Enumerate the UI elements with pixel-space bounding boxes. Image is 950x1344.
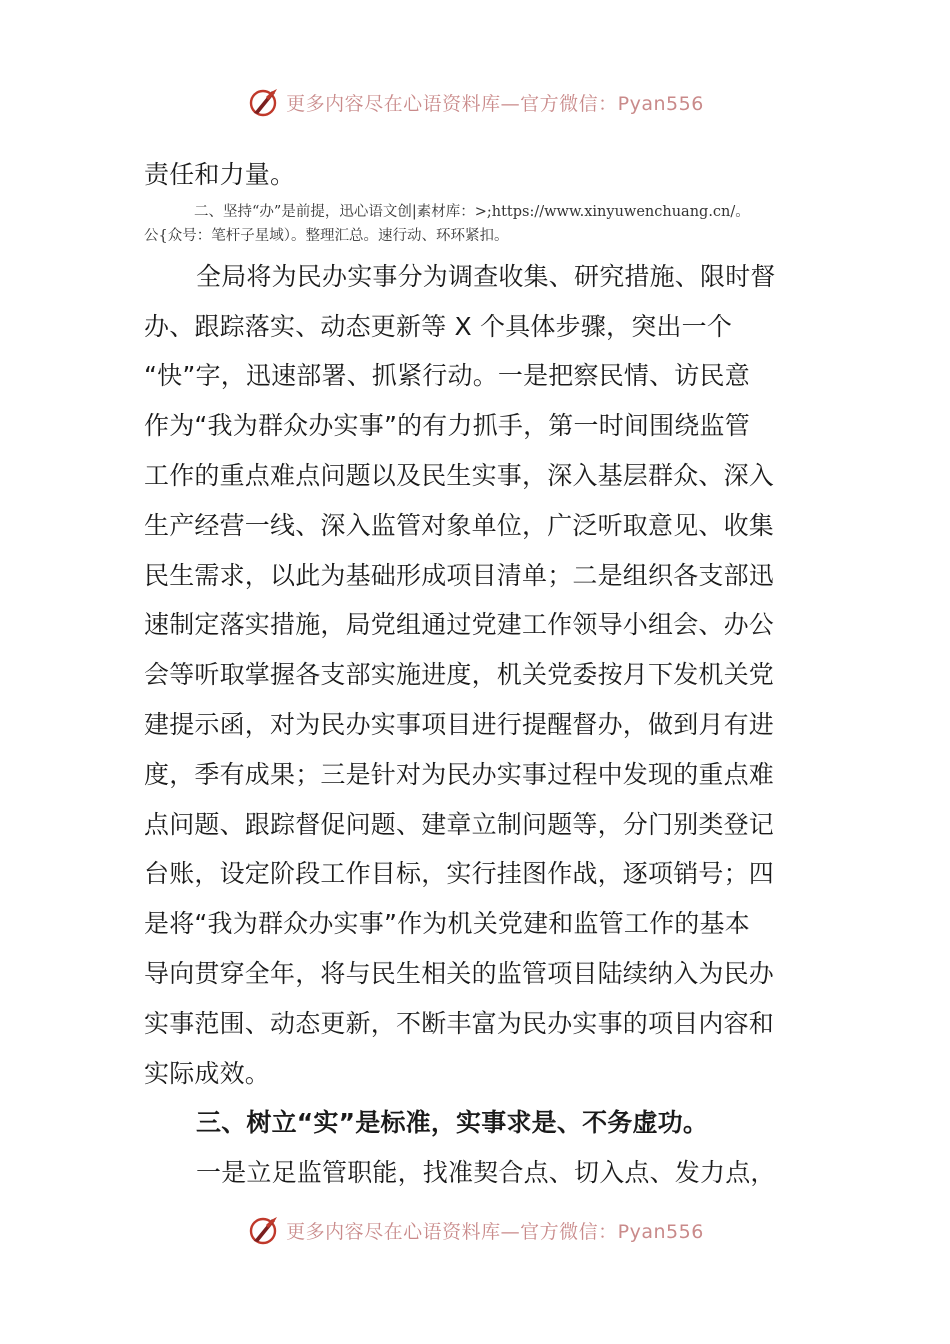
paragraph-line: 导向贯穿全年，将与民生相关的监管项目陆续纳入为民办 [144,958,775,988]
section-2-heading-line-2: 公{众号：笔杆子星域）。整理汇总。速行动、环环紧扣。 [144,227,509,244]
paragraph-line: 点问题、跟踪督促问题、建章立制问题等，分门别类登记 [144,809,775,839]
quill-logo-icon [246,85,280,119]
carry-over-line: 责任和力量。 [144,160,296,189]
paragraph-line: 工作的重点难点问题以及民生实事，深入基层群众、深入 [144,460,775,490]
section-3-heading: 三、树立“实”是标准，实事求是、不务虚功。 [196,1108,709,1138]
paragraph-line: 实事范围、动态更新，不断丰富为民办实事的项目内容和 [144,1008,775,1038]
paragraph-line: 度，季有成果；三是针对为民办实事过程中发现的重点难 [144,759,775,789]
paragraph-line: 建提示函，对为民办实事项目进行提醒督办，做到月有进 [144,709,775,739]
section-2-heading-line-1: 二、坚持“办”是前提，迅心语文创|素材库：>;https://www.xinyuwenchuang.cn/。 [194,203,750,220]
paragraph-line: 是将“我为群众办实事”作为机关党建和监管工作的基本 [144,909,750,939]
paragraph-line: 办、跟踪落实、动态更新等 X 个具体步骤，突出一个 [144,311,733,341]
header-watermark-banner [0,82,950,122]
banner-wechat-id: Pyan556 [617,1220,704,1243]
paragraph-line: “快”字，迅速部署、抓紧行动。一是把察民情、访民意 [144,361,750,391]
paragraph-line: 生产经营一线、深入监管对象单位，广泛听取意见、收集 [144,510,775,540]
paragraph-line: 全局将为民办实事分为调查收集、研究措施、限时督 [196,261,776,291]
banner-text [286,89,704,116]
banner-label: 更多内容尽在心语资料库—官方微信： [286,92,618,115]
paragraph-line: 实际成效。 [144,1058,271,1088]
paragraph-line: 速制定落实措施，局党组通过党建工作领导小组会、办公 [144,610,775,640]
paragraph-line: 会等听取掌握各支部实施进度，机关党委按月下发机关党 [144,660,775,690]
footer-watermark-banner [0,1210,950,1250]
paragraph-line: 民生需求，以此为基础形成项目清单；二是组织各支部迅 [144,560,775,590]
document-body [144,150,809,1198]
banner-wechat-id: Pyan556 [617,92,704,115]
banner-text [286,1217,704,1244]
quill-logo-icon [246,1213,280,1247]
paragraph-line: 台账，设定阶段工作目标，实行挂图作战，逐项销号；四 [144,859,775,889]
banner-label: 更多内容尽在心语资料库—官方微信： [286,1220,618,1243]
section-2-paragraph [144,252,809,1099]
paragraph-line: 作为“我为群众办实事”的有力抓手，第一时间围绕监管 [144,411,750,441]
section-3-first-line: 一是立足监管职能，找准契合点、切入点、发力点， [196,1158,776,1188]
